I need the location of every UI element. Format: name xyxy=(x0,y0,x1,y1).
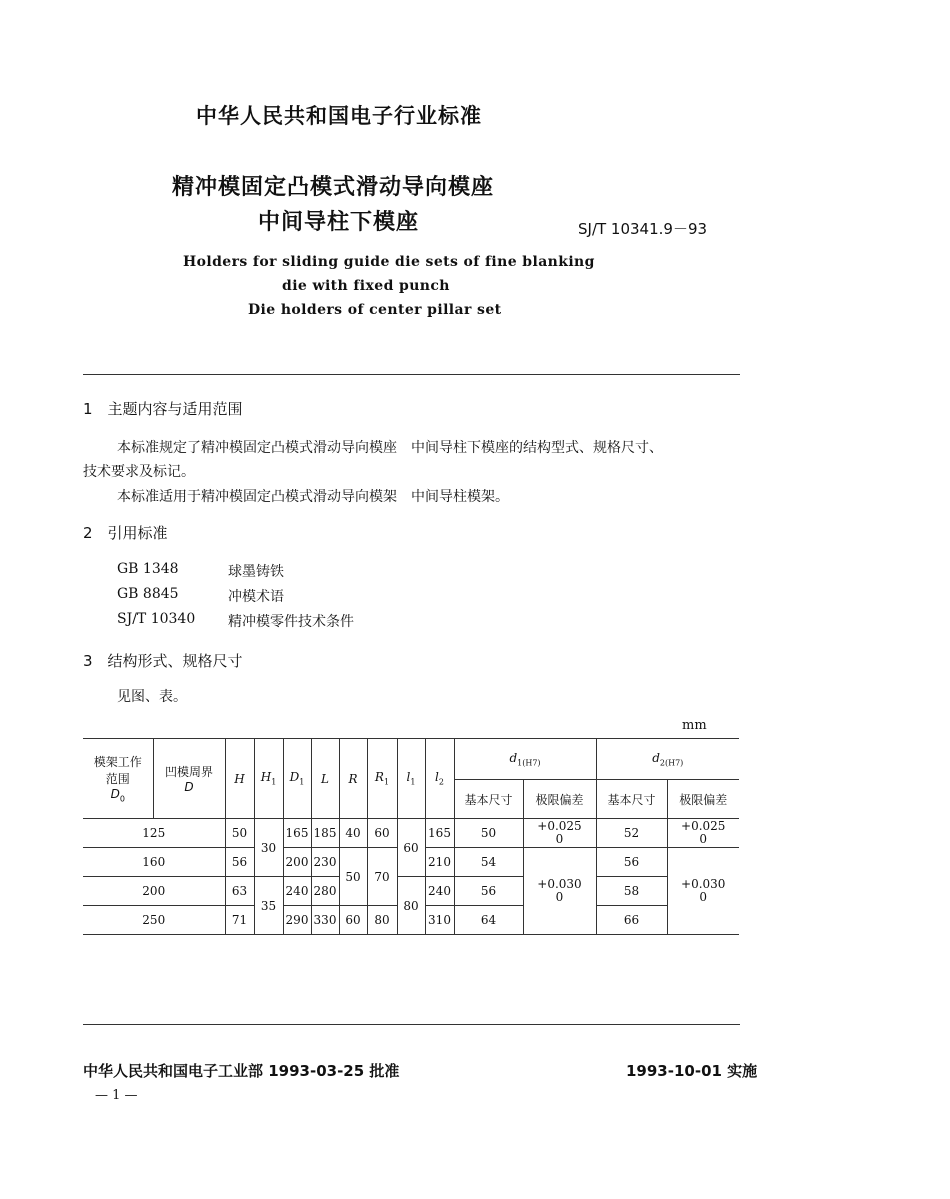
cell-L: 280 xyxy=(311,877,339,906)
table-row xyxy=(83,819,739,848)
cell-l2: 165 xyxy=(425,819,454,848)
unit-label: mm xyxy=(682,718,707,733)
cell-d1-basic: 54 xyxy=(454,848,523,877)
cell-R: 40 xyxy=(339,819,367,848)
implementation-date: 1993-10-01 实施 xyxy=(626,1062,758,1080)
cell-H: 63 xyxy=(225,877,254,906)
ref-code: GB 8845 xyxy=(117,586,179,602)
standard-title-line1: 精冲模固定凸模式滑动导向模座 xyxy=(172,175,495,200)
issuing-organization: 中华人民共和国电子行业标准 xyxy=(196,104,482,128)
cell-H1: 30 xyxy=(254,819,283,877)
header-d1-tol: 极限偏差 xyxy=(523,780,596,819)
section1-heading: 1 主题内容与适用范围 xyxy=(83,400,243,418)
english-title-line3: Die holders of center pillar set xyxy=(248,302,502,318)
cell-R: 50 xyxy=(339,848,367,906)
header-R: R xyxy=(339,739,367,819)
header-L: L xyxy=(311,739,339,819)
cell-d2-basic: 58 xyxy=(596,877,667,906)
cell-H: 56 xyxy=(225,848,254,877)
cell-d1-basic: 50 xyxy=(454,819,523,848)
dimension-table xyxy=(83,738,739,935)
cell-H1: 35 xyxy=(254,877,283,935)
cell-D0: 160 xyxy=(83,848,225,877)
cell-L: 185 xyxy=(311,819,339,848)
header-l1: $l_1$ xyxy=(397,739,425,819)
header-H1: $H_1$ xyxy=(254,739,283,819)
cell-D0: 250 xyxy=(83,906,225,935)
header-l2: $l_2$ xyxy=(425,739,454,819)
header-d2-basic: 基本尺寸 xyxy=(596,780,667,819)
standard-code: SJ/T 10341.9－93 xyxy=(578,220,708,238)
header-d2-tol: 极限偏差 xyxy=(667,780,739,819)
header-concave-perimeter: 凹模周界 D xyxy=(153,739,225,819)
cell-H: 50 xyxy=(225,819,254,848)
section3-heading: 3 结构形式、规格尺寸 xyxy=(83,652,243,670)
ref-title: 冲模术语 xyxy=(228,589,284,605)
cell-D1: 165 xyxy=(283,819,311,848)
cell-D1: 200 xyxy=(283,848,311,877)
cell-D1: 290 xyxy=(283,906,311,935)
header-work-range: 模架工作 范围 $D_0$ xyxy=(83,739,153,819)
ref-title: 球墨铸铁 xyxy=(228,564,284,580)
cell-D1: 240 xyxy=(283,877,311,906)
cell-d1-tol: +0.025 0 xyxy=(523,819,596,848)
cell-d1-basic: 64 xyxy=(454,906,523,935)
header-D1: $D_1$ xyxy=(283,739,311,819)
cell-D0: 125 xyxy=(83,819,225,848)
cell-l1: 60 xyxy=(397,819,425,877)
page-number: — 1 — xyxy=(95,1088,138,1103)
section3-text: 见图、表。 xyxy=(117,689,187,705)
cell-d2-tol: +0.025 0 xyxy=(667,819,739,848)
cell-l2: 210 xyxy=(425,848,454,877)
header-d2: $d_{2(H7)}$ xyxy=(596,739,739,780)
cell-R1: 80 xyxy=(367,906,397,935)
standard-title-line2: 中间导柱下模座 xyxy=(258,210,420,235)
cell-R: 60 xyxy=(339,906,367,935)
cell-l2: 310 xyxy=(425,906,454,935)
cell-d2-basic: 52 xyxy=(596,819,667,848)
header-divider xyxy=(83,374,740,375)
cell-L: 230 xyxy=(311,848,339,877)
english-title-line2: die with fixed punch xyxy=(282,278,450,294)
section2-heading: 2 引用标准 xyxy=(83,524,168,542)
ref-title: 精冲模零件技术条件 xyxy=(228,614,354,630)
approval-statement: 中华人民共和国电子工业部 1993-03-25 批准 xyxy=(83,1062,400,1080)
header-R1: $R_1$ xyxy=(367,739,397,819)
cell-H: 71 xyxy=(225,906,254,935)
cell-l1: 80 xyxy=(397,877,425,935)
footer-divider xyxy=(83,1024,740,1025)
cell-d2-basic: 66 xyxy=(596,906,667,935)
header-d1: $d_{1(H7)}$ xyxy=(454,739,596,780)
cell-d2-basic: 56 xyxy=(596,848,667,877)
ref-code: GB 1348 xyxy=(117,561,179,577)
cell-l2: 240 xyxy=(425,877,454,906)
cell-d1-tol: +0.030 0 xyxy=(523,848,596,935)
english-title-line1: Holders for sliding guide die sets of fine blanking xyxy=(183,254,595,270)
ref-code: SJ/T 10340 xyxy=(117,611,196,627)
section1-para1-line1: 本标准规定了精冲模固定凸模式滑动导向模座 中间导柱下模座的结构型式、规格尺寸、 xyxy=(117,440,663,456)
cell-R1: 60 xyxy=(367,819,397,848)
cell-d2-tol: +0.030 0 xyxy=(667,848,739,935)
header-H: H xyxy=(225,739,254,819)
cell-R1: 70 xyxy=(367,848,397,906)
header-d1-basic: 基本尺寸 xyxy=(454,780,523,819)
section1-para1-line2: 技术要求及标记。 xyxy=(83,464,195,480)
cell-D0: 200 xyxy=(83,877,225,906)
section1-para2: 本标准适用于精冲模固定凸模式滑动导向模架 中间导柱模架。 xyxy=(117,489,509,505)
cell-L: 330 xyxy=(311,906,339,935)
table-row xyxy=(83,877,739,906)
cell-d1-basic: 56 xyxy=(454,877,523,906)
